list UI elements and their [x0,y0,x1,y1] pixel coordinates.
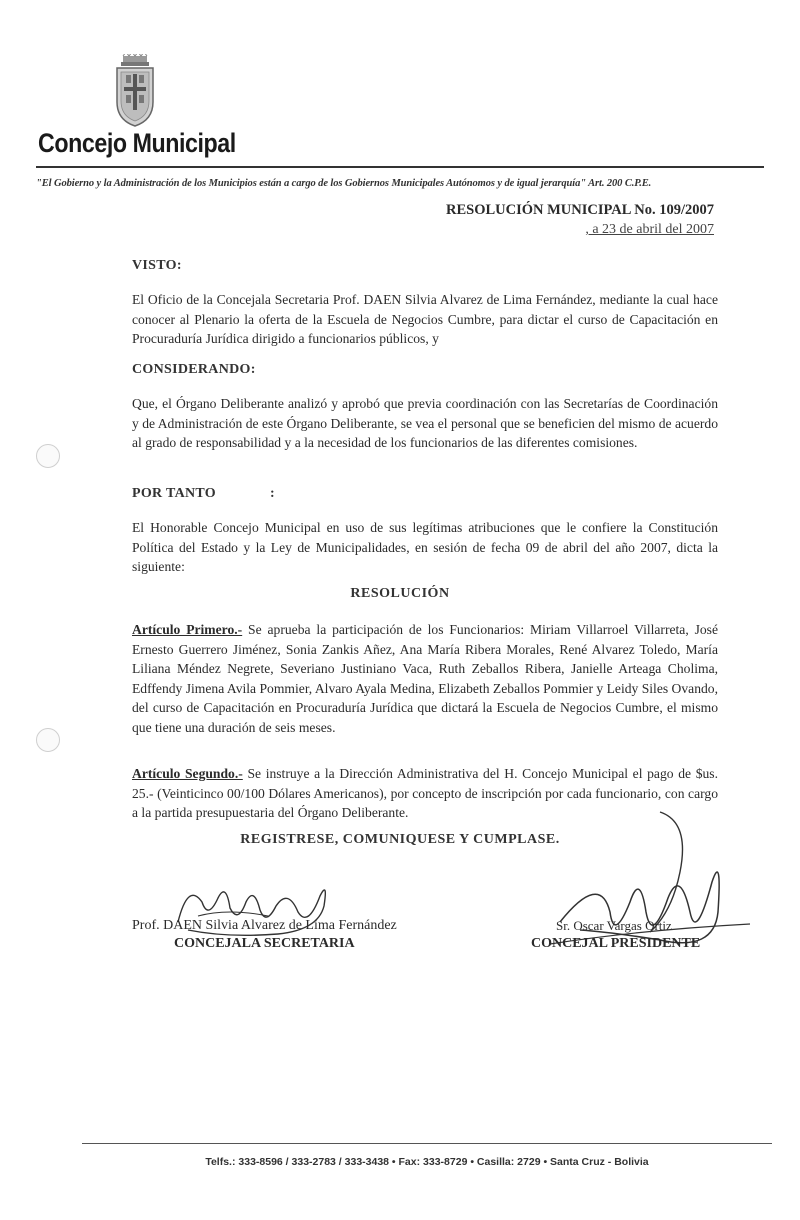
article-second-text: Se instruye a la Dirección Administrativa del H. Concejo Municipal el pago de $us. 25.- (Veinticinco 00/100 Dólares Americanos), por concepto de inscripción por cada funcionario, con cargo a la partida presupuestaria del Órgano Deliberante. [132,766,718,820]
punch-hole [36,444,60,468]
article-first-title: Artículo Primero.- [132,622,243,637]
resolucion-heading: RESOLUCIÓN [350,586,450,601]
article-first [132,620,718,737]
footer-contact: Telfs.: 333-8596 / 333-2783 / 333-3438 • Fax: 333-8729 • Casilla: 2729 • Santa Cruz - Bolivia [205,1156,649,1168]
considerando-text: Que, el Órgano Deliberante analizó y aprobó que previa coordinación con las Secretarías de Coordinación y de Administración de este Órgano Deliberante, se vea el personal que se beneficien del mismo de acuerdo al grado de responsabilidad y a la necesidad de los funcionarios de las diferentes comisiones. [132,396,718,450]
considerando-heading: CONSIDERANDO: [132,362,256,377]
visto-text: El Oficio de la Concejala Secretaria Prof. DAEN Silvia Alvarez de Lima Fernández, mediante la cual hace conocer al Plenario la oferta de la Escuela de Negocios Cumbre, para dictar el curso de Capacitación en Procuraduría Jurídica dirigido a funcionarios públicos, y [132,292,718,346]
signature-left-name: Prof. DAEN Silvia Alvarez de Lima Fernández [132,918,397,933]
punch-hole [36,728,60,752]
article-second-title: Artículo Segundo.- [132,766,243,781]
coat-of-arms-icon [113,54,157,128]
por-tanto-text: El Honorable Concejo Municipal en uso de sus legítimas atribuciones que le confiere la Constitución Política del Estado y la Ley de Municipalidades, en sesión de fecha 09 de abril del año 2007, dicta la siguiente: [132,520,718,574]
article-first-text: Se aprueba la participación de los Funcionarios: Miriam Villarroel Villarreta, José Ernesto Guerrero Jiménez, Sonia Zankis Añez, Ana María Ribera Morales, René Alvarez Toledo, María Liliana Méndez Negrete, Severiano Justiniano Vaca, Ruth Zeballos Ribera, Janielle Arteaga Cholima, Edffendy Jimena Avila Pommier, Alvaro Ayala Medina, Elizabeth Zeballos Pommier y Leidy Siles Ovando, del curso de Capacitación en Procuraduría Jurídica que dictará la Escuela de Negocios Cumbre, el mismo que tiene una duración de seis meses. [132,622,719,735]
por-tanto-colon: : [270,486,275,501]
visto-heading: VISTO: [132,258,182,273]
header-rule [36,166,764,168]
resolution-date: , a 23 de abril del 2007 [585,222,714,237]
footer-rule [82,1143,772,1144]
signature-left-role: CONCEJALA SECRETARIA [174,936,355,951]
header-motto: "El Gobierno y la Administración de los Municipios están a cargo de los Gobiernos Municipales Autónomos y de igual jerarquía" Art. 200 C.P.E. [36,178,652,189]
signature-right-role: CONCEJAL PRESIDENTE [531,936,701,951]
closing-text: REGISTRESE, COMUNIQUESE Y CUMPLASE. [240,832,560,847]
resolution-number: RESOLUCIÓN MUNICIPAL No. 109/2007 [445,202,714,218]
por-tanto-heading: POR TANTO [132,486,216,501]
org-name: Concejo Municipal [38,128,236,158]
signature-right-name: Sr. Oscar Vargas Ortiz [556,918,672,933]
